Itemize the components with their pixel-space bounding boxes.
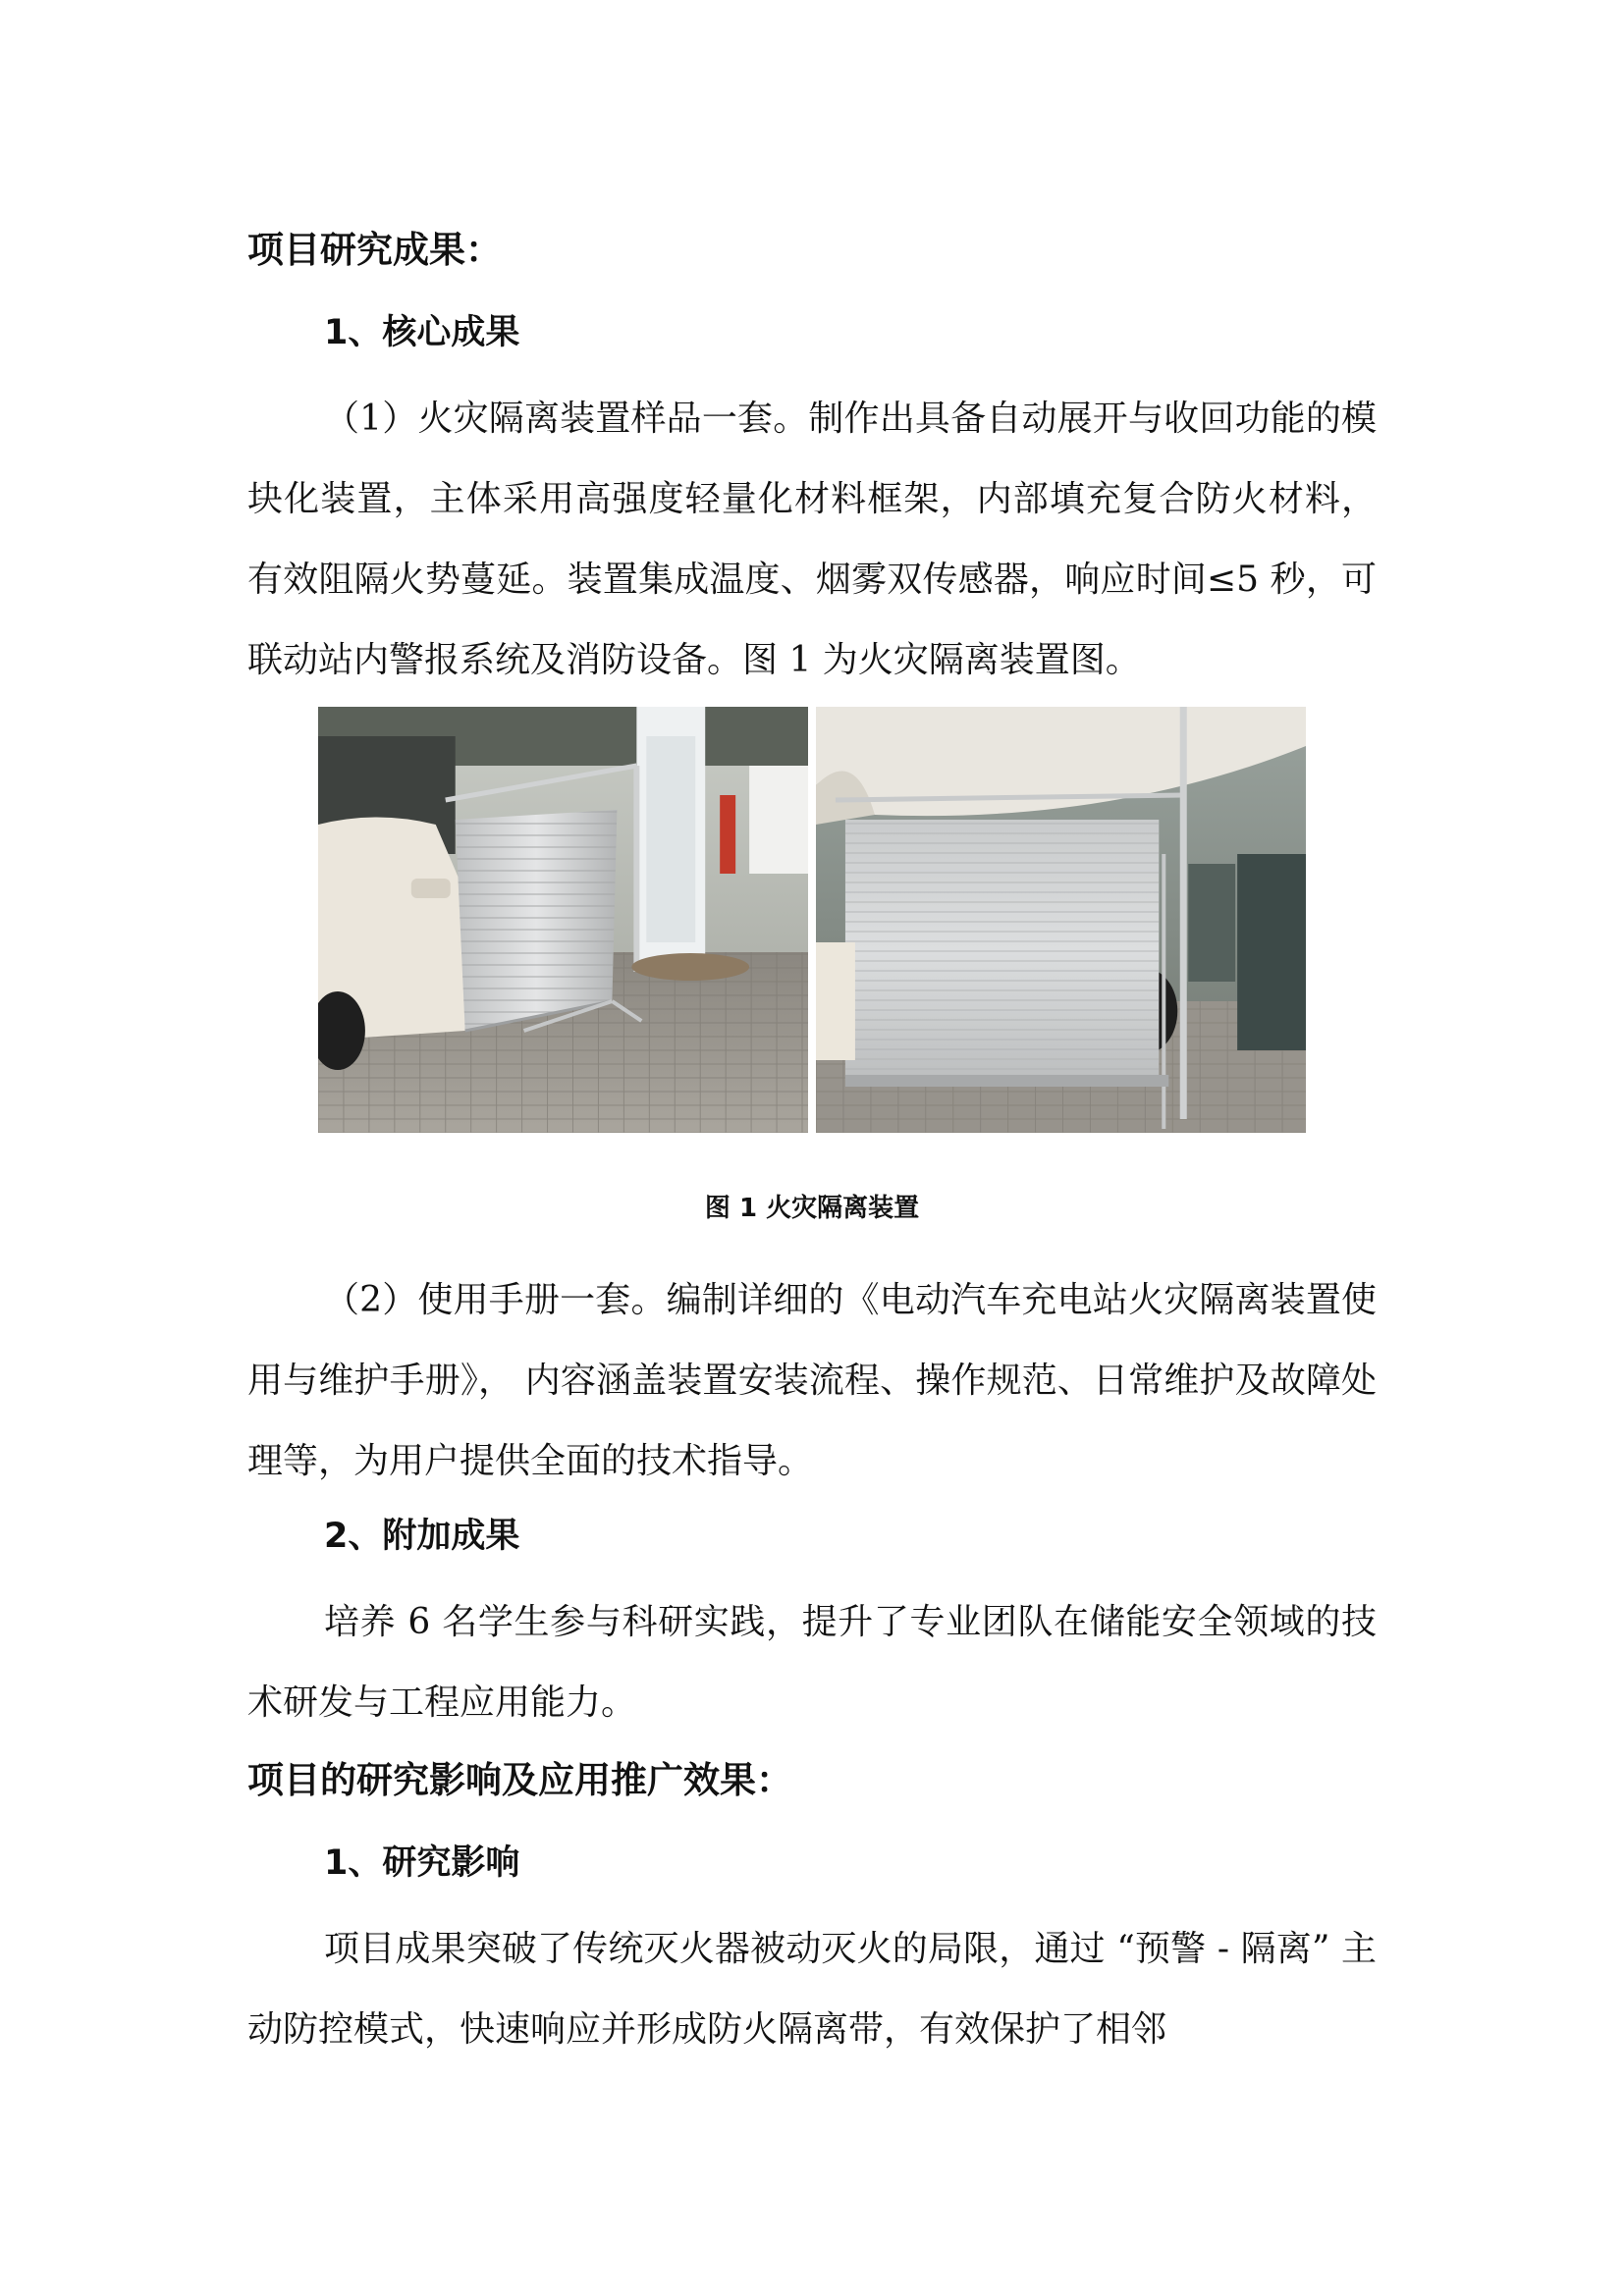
- paragraph-user-manual: （2）使用手册一套。编制详细的《电动汽车充电站火灾隔离装置使用与维护手册》， 内容涵盖装置安装流程、操作规范、日常维护及故障处理等，为用户提供全面的技术指导。: [247, 1280, 1377, 1481]
- photo-right-illustration: [816, 707, 1306, 1133]
- paragraph-additional-results: 培养 6 名学生参与科研实践，提升了专业团队在储能安全领域的技术研发与工程应用能力。: [247, 1602, 1377, 1723]
- photo-device-left: [318, 707, 808, 1133]
- heading-additional-results: 2、附加成果: [324, 1517, 520, 1556]
- heading-core-results: 1、核心成果: [324, 313, 520, 352]
- photo-left-illustration: [318, 707, 808, 1133]
- heading-research-impact: 1、研究影响: [324, 1843, 520, 1883]
- figure-caption: 图 1 火灾隔离装置: [704, 1194, 920, 1223]
- paragraph-isolation-device: （1）火灾隔离装置样品一套。制作出具备自动展开与收回功能的模块化装置，主体采用高强度轻量化材料框架，内部填充复合防火材料，有效阻隔火势蔓延。装置集成温度、烟雾双传感器，响应时间≤5 秒，可联动站内警报系统及消防设备。图 1 为火灾隔离装置图。: [247, 399, 1377, 680]
- photo-device-right: [816, 707, 1306, 1133]
- section-title-results: 项目研究成果：: [247, 229, 502, 271]
- figure-fire-isolation-device: [318, 707, 1306, 1133]
- section-title-impact: 项目的研究影响及应用推广效果：: [247, 1759, 792, 1801]
- paragraph-research-impact: 项目成果突破了传统灭火器被动灭火的局限，通过 “预警 - 隔离” 主动防控模式，快速响应并形成防火隔离带，有效保护了相邻: [247, 1929, 1377, 2050]
